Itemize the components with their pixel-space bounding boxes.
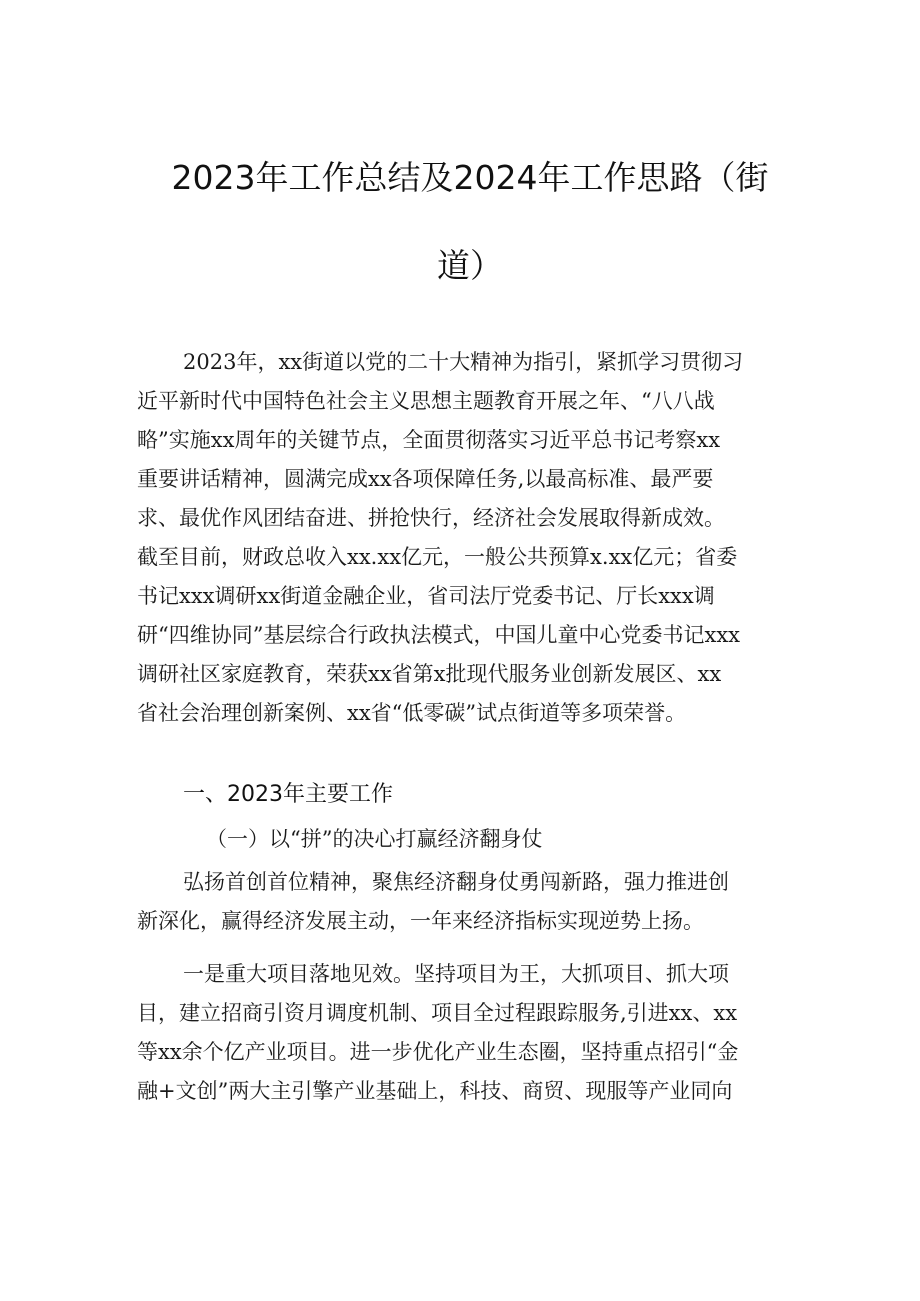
intro-paragraph-line: 省社会治理创新案例、xx省“低零碳”试点街道等多项荣誉。 <box>137 701 687 725</box>
intro-paragraph-line: 研“四维协同”基层综合行政执法模式，中国儿童中心党委书记xxx <box>137 623 740 647</box>
paragraph-line: 新深化，赢得经济发展主动，一年来经济指标实现逆势上扬。 <box>137 909 704 933</box>
paragraph-line: 弘扬首创首位精神，聚焦经济翻身仗勇闯新路，强力推进创 <box>183 870 729 894</box>
paragraph-line: 一是重大项目落地见效。坚持项目为王，大抓项目、抓大项 <box>183 962 729 986</box>
intro-paragraph-line: 截至目前，财政总收入xx.xx亿元，一般公共预算x.xx亿元；省委 <box>137 545 738 569</box>
intro-paragraph-line: 略”实施xx周年的关键节点，全面贯彻落实习近平总书记考察xx <box>137 428 721 452</box>
subsection-heading: （一）以“拼”的决心打赢经济翻身仗 <box>206 827 543 851</box>
intro-paragraph-line: 2023年，xx街道以党的二十大精神为指引，紧抓学习贯彻习 <box>183 350 744 374</box>
document-title-line-1: 2023年工作总结及2024年工作思路（街 <box>171 158 769 197</box>
paragraph-line: 融+文创”两大主引擎产业基础上，科技、商贸、现服等产业同向 <box>137 1079 733 1103</box>
intro-paragraph-line: 重要讲话精神，圆满完成xx各项保障任务,以最高标准、最严要 <box>137 467 714 491</box>
intro-paragraph-line: 近平新时代中国特色社会主义思想主题教育开展之年、“八八战 <box>137 389 715 413</box>
document-title-line-2: 道） <box>437 246 503 285</box>
paragraph-line: 目，建立招商引资月调度机制、项目全过程跟踪服务,引进xx、xx <box>137 1001 738 1025</box>
intro-paragraph-line: 书记xxx调研xx街道金融企业，省司法厅党委书记、厅长xxx调 <box>137 584 715 608</box>
intro-paragraph-line: 调研社区家庭教育，荣获xx省第x批现代服务业创新发展区、xx <box>137 662 722 686</box>
paragraph-line: 等xx余个亿产业项目。进一步优化产业生态圈，坚持重点招引“金 <box>137 1040 739 1064</box>
section-heading: 一、2023年主要工作 <box>183 782 393 807</box>
intro-paragraph-line: 求、最优作风团结奋进、拼抢快行，经济社会发展取得新成效。 <box>137 506 725 530</box>
